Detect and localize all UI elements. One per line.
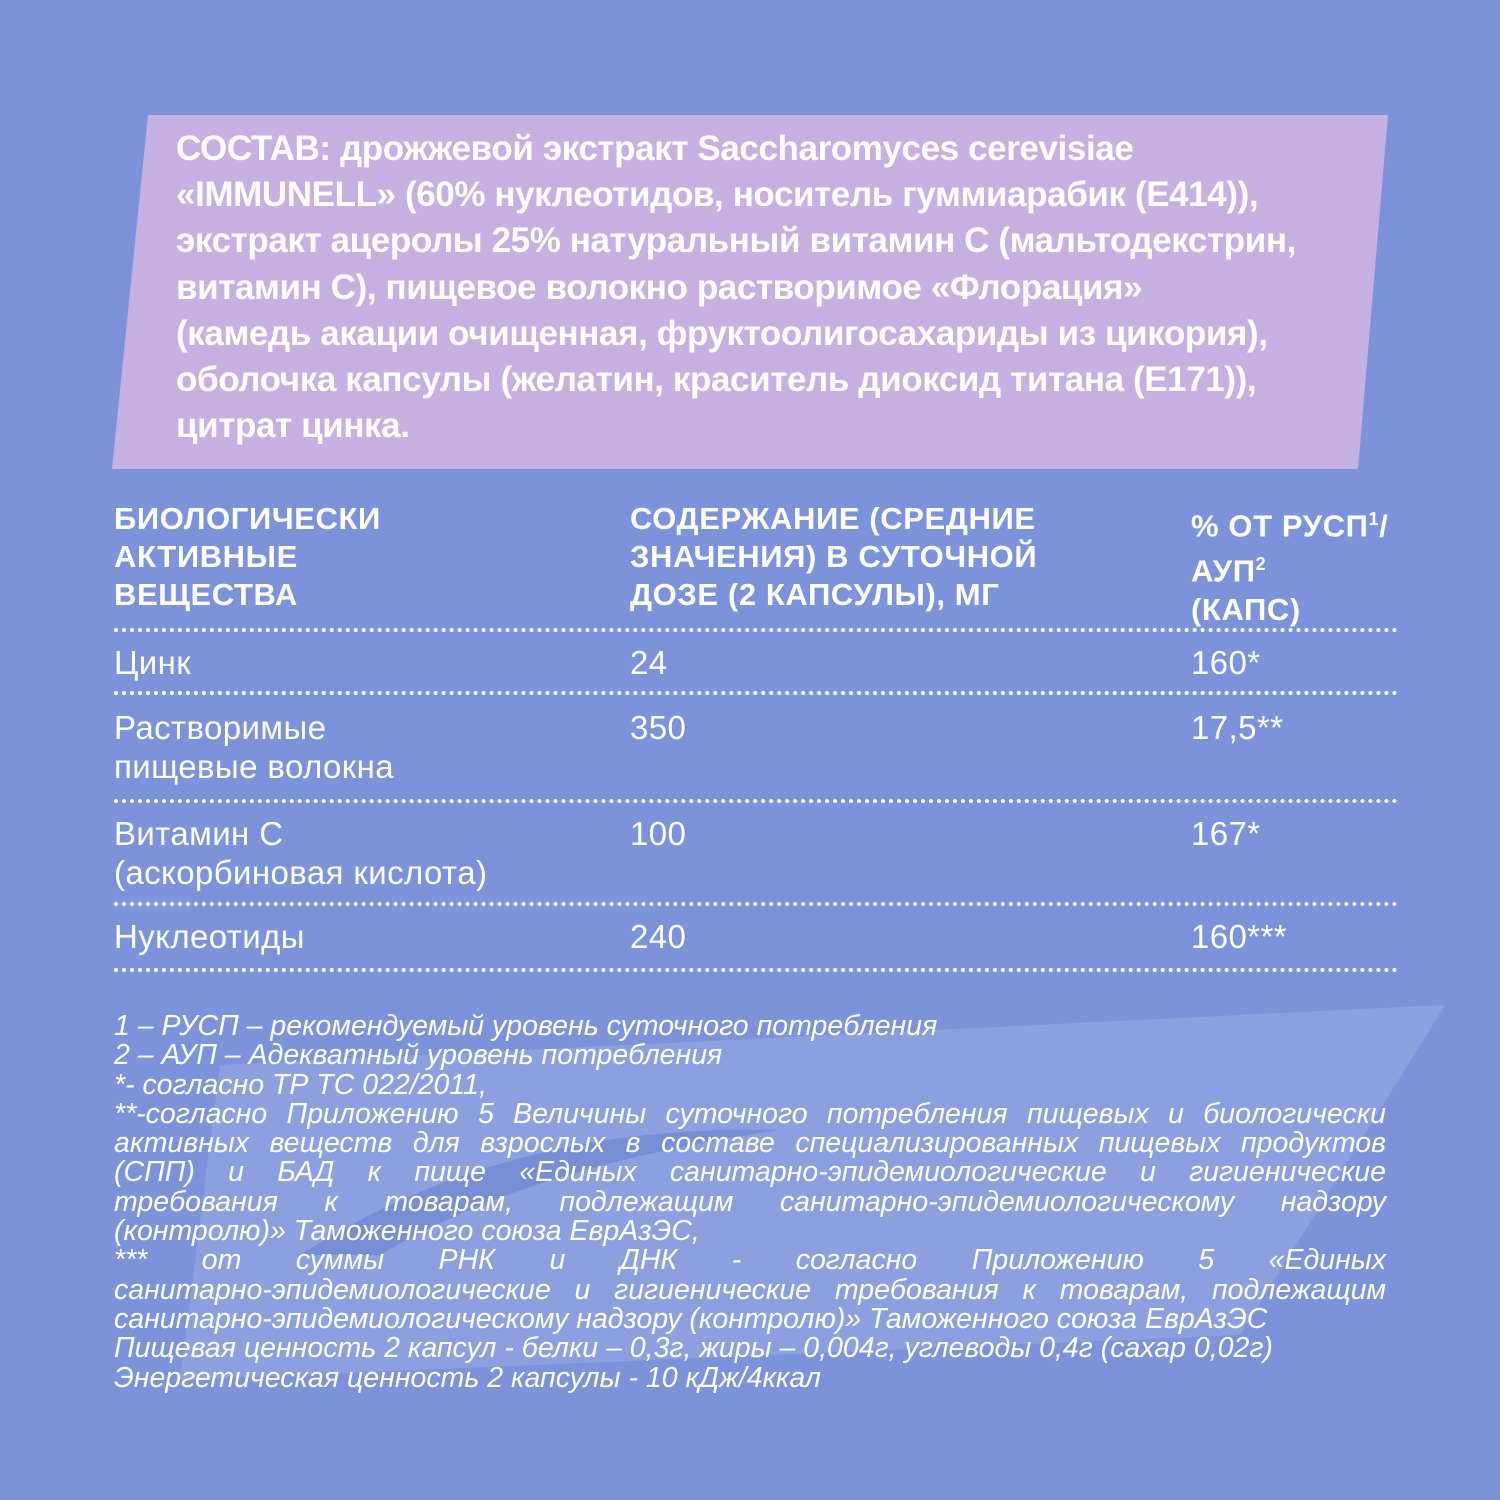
row-percent: 160* — [1191, 644, 1261, 681]
row-substance — [114, 814, 487, 892]
row-percent: 167* — [1191, 815, 1261, 852]
header-content-line: ДОЗЕ (2 КАПСУЛЫ), МГ — [630, 577, 1000, 612]
composition-line: (камедь акации очищенная, фруктоолигосахариды из цикория), — [176, 313, 1268, 353]
footnote-5-line: санитарно-эпидемиологическому надзору (контролю)» Таможенного союза ЕврАзЭС — [114, 1302, 1268, 1335]
header-substance — [114, 500, 381, 614]
row-substance-line: (аскорбиновая кислота) — [114, 854, 488, 891]
row-percent: 160*** — [1191, 918, 1287, 955]
row-amount: 100 — [630, 815, 687, 852]
footnote-5-line: *** от суммы РНК и ДНК - согласно Приложению 5 «Единых — [114, 1244, 1386, 1277]
composition-line: витамин С), пищевое волокно растворимое «Флорация» — [176, 267, 1143, 307]
header-content-line: СОДЕРЖАНИЕ (СРЕДНИЕ — [630, 501, 1036, 536]
row-percent: 17,5** — [1191, 709, 1284, 746]
dotted-divider — [114, 902, 1398, 906]
footnote-5-line: санитарно-эпидемиологические и гигиенические требования к товарам, подлежащим — [114, 1273, 1386, 1306]
header-percent-line — [1191, 545, 1388, 590]
footnotes — [114, 1012, 1386, 1393]
header-percent — [1191, 500, 1388, 629]
row-substance-line: Нуклеотиды — [114, 918, 305, 955]
nutrient-table — [114, 500, 1398, 955]
row-substance — [114, 708, 394, 786]
energy-value: Энергетическая ценность 2 капсулы - 10 кДж/4ккал — [114, 1361, 821, 1394]
row-substance-line: Растворимые — [114, 709, 327, 746]
header-percent-text: % ОТ РУСП — [1191, 508, 1369, 544]
row-substance-line: Цинк — [114, 644, 192, 681]
dotted-divider — [114, 628, 1398, 632]
row-amount: 240 — [630, 918, 687, 955]
header-content — [630, 500, 1037, 614]
header-substance-line: ВЕЩЕСТВА — [114, 577, 298, 612]
row-substance-line: пищевые волокна — [114, 748, 394, 785]
footnote-1: 1 – РУСП – рекомендуемый уровень суточного потребления — [114, 1010, 938, 1042]
footnote-4-line: **-согласно Приложению 5 Величины суточного потребления пищевых и биологически — [114, 1097, 1386, 1130]
footnote-mark: 1 — [1368, 509, 1380, 529]
composition-line: экстракт ацеролы 25% натуральный витамин С (мальтодекстрин, — [176, 221, 1296, 261]
header-substance-line: АКТИВНЫЕ — [114, 539, 298, 574]
dotted-divider — [114, 968, 1398, 972]
row-amount: 350 — [630, 709, 687, 746]
footnote-4-line: (СПП) и БАД к пище «Единых санитарно-эпидемиологические и гигиенические — [114, 1156, 1386, 1189]
footnote-4-line: требования к товарам, подлежащим санитарно-эпидемиологическому надзору — [114, 1185, 1386, 1218]
nutrition-value: Пищевая ценность 2 капсул - белки – 0,3г, жиры – 0,004г, углеводы 0,4г (сахар 0,02г) — [114, 1332, 1273, 1365]
header-percent-line — [1191, 500, 1388, 545]
row-substance-line: Витамин С — [114, 815, 284, 852]
dotted-divider — [114, 691, 1398, 695]
row-substance — [114, 917, 305, 956]
header-substance-line: БИОЛОГИЧЕСКИ — [114, 501, 381, 536]
composition-line: оболочка капсулы (желатин, краситель диоксид титана (Е171)), — [176, 360, 1257, 400]
row-substance — [114, 643, 191, 682]
footnote-mark: 2 — [1255, 554, 1267, 575]
header-percent-slash: / — [1379, 508, 1389, 544]
composition-line: цитрат цинка. — [176, 406, 410, 446]
table-header — [114, 500, 1398, 627]
footnote-4-line: активных веществ для взрослых в составе специализированных пищевых продуктов — [114, 1127, 1386, 1160]
header-content-line: ЗНАЧЕНИЯ) В СУТОЧНОЙ — [630, 539, 1038, 574]
footnote-2: 2 – АУП – Адекватный уровень потребления — [114, 1039, 723, 1072]
footnote-4-line: (контролю)» Таможенного союза ЕврАзЭС, — [114, 1215, 700, 1248]
dotted-divider — [114, 799, 1398, 803]
composition-line: СОСТАВ: дрожжевой экстракт Saccharomyces cerevisiae — [176, 129, 1134, 168]
row-amount: 24 — [630, 644, 668, 681]
header-percent-text: АУП — [1191, 553, 1256, 589]
composition-line: «IMMUNELL» (60% нуклеотидов, носитель гуммиарабик (Е414)), — [176, 175, 1259, 215]
header-percent-line: (КАПС) — [1191, 591, 1301, 627]
footnote-3: *- согласно ТР ТС 022/2011, — [114, 1068, 487, 1101]
composition-text — [176, 126, 1376, 449]
